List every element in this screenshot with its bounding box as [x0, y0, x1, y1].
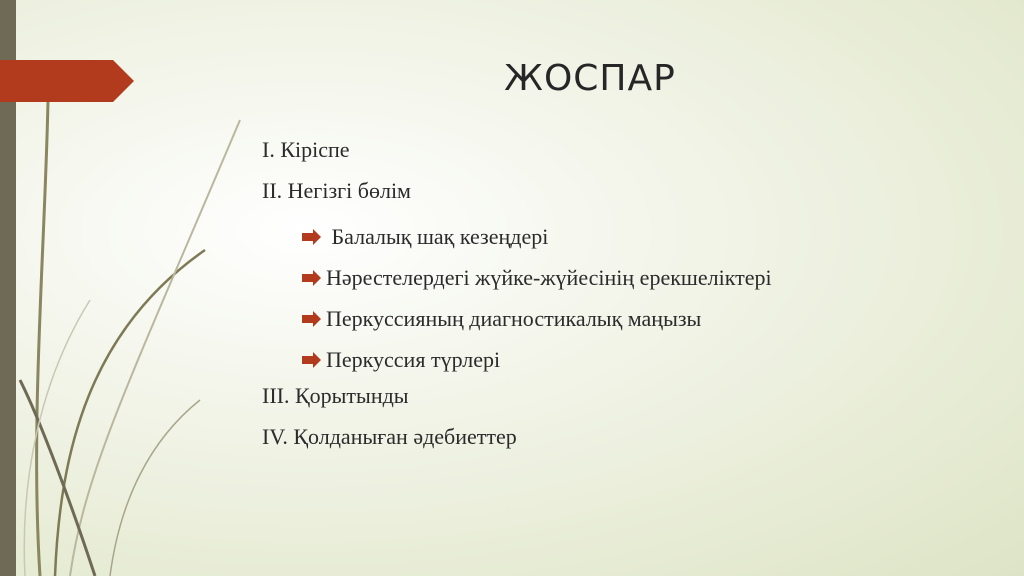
arrow-bullet-icon: [302, 352, 322, 368]
arrow-bullet-icon: [302, 270, 322, 286]
outline-item-references: [262, 421, 962, 462]
outline-item-label: IV. Қолданыған әдебиеттер: [262, 424, 517, 449]
outline-item-label: III. Қорытынды: [262, 383, 409, 408]
slide-title: ЖОСПАР: [504, 58, 676, 99]
outline-subitem-percussion-types: [262, 339, 962, 380]
title-accent-tab: [0, 60, 134, 102]
outline-item-introduction: [262, 134, 962, 175]
outline-item-main-part: [262, 175, 962, 216]
outline-item-label: I. Кіріспе: [262, 137, 350, 162]
outline-item-label: Перкуссия түрлері: [326, 346, 501, 372]
outline-subitem-infant-nervous-system: [262, 257, 962, 298]
outline-item-label: Перкуссияның диагностикалық маңызы: [326, 305, 702, 331]
outline-subitem-percussion-significance: [262, 298, 962, 339]
arrow-bullet-icon: [302, 311, 322, 327]
outline-item-conclusion: [262, 380, 962, 421]
outline-list: [262, 134, 962, 462]
outline-item-label: Балалық шақ кезеңдері: [326, 223, 549, 249]
outline-subitem-childhood-periods: [262, 216, 962, 257]
arrow-bullet-icon: [302, 229, 322, 245]
outline-item-label: II. Негізгі бөлім: [262, 178, 411, 203]
outline-item-label: Нәрестелердегі жүйке-жүйесінің ерекшеліктері: [326, 264, 772, 290]
